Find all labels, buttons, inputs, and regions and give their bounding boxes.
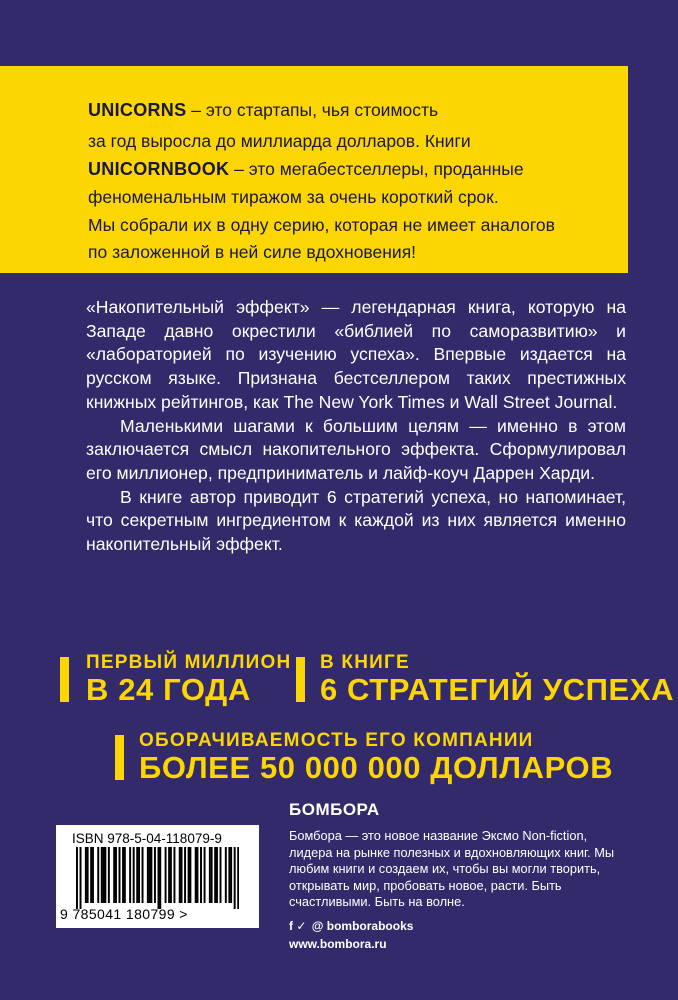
barcode-bar <box>80 847 82 909</box>
barcode-bar <box>90 847 92 903</box>
barcode-bar <box>195 847 197 903</box>
stat-bar-3 <box>115 735 124 780</box>
barcode-bar <box>76 847 78 909</box>
barcode-bar <box>92 847 94 903</box>
barcode-bar <box>149 847 151 903</box>
barcode-bar <box>115 847 117 903</box>
brand-unicorns: UNICORNS <box>88 100 187 120</box>
barcode-bar <box>129 847 131 903</box>
barcode-bar <box>87 847 89 903</box>
description-paragraph-1: «Накопительный эффект» — легендарная книга, которую на Западе давно окрестили «библией по саморазвитию» и «лабораторией по изучению успеха». Впервые издается на русском языке. Признана бестселлером таких престижных книжных рейтингов, как The New York Times и Wall Street Journal. <box>86 297 626 412</box>
barcode-bar <box>133 847 135 903</box>
barcode-bar <box>200 847 202 903</box>
barcode-bar <box>124 847 126 903</box>
barcode-bar <box>179 847 181 903</box>
description-paragraph-2: Маленькими шагами к большим целям — именно в этом заключается смысл накопительного эффекта. Сформулировал его миллионер, предприниматель и лайф-коуч Даррен Харди. <box>86 415 626 483</box>
stat-first-million-value: В 24 ГОДА <box>86 672 251 707</box>
isbn-label: ISBN 978-5-04-118079-9 <box>72 831 222 846</box>
barcode-bar <box>122 847 124 903</box>
stat-bar-1 <box>60 657 69 702</box>
barcode-bar <box>211 847 213 903</box>
promo-line-5: Мы собрали их в одну серию, которая не имеет аналогов <box>88 215 555 235</box>
isbn-barcode <box>56 825 259 928</box>
barcode-bar <box>234 847 236 909</box>
barcode-bar <box>113 847 115 903</box>
barcode-bar <box>85 847 87 903</box>
barcode-bar <box>159 847 161 909</box>
barcode-bar <box>189 847 191 903</box>
brand-unicornbook: UNICORNBOOK <box>88 159 230 179</box>
barcode-bar <box>108 847 110 903</box>
book-description <box>86 296 626 557</box>
barcode-bar <box>173 847 175 903</box>
barcode-bar <box>168 847 170 903</box>
barcode-bar <box>170 847 172 903</box>
barcode-bar <box>119 847 121 903</box>
stat-strategies-value: 6 СТРАТЕГИЙ УСПЕХА <box>320 672 675 707</box>
stat-turnover <box>139 730 613 784</box>
barcode-bar <box>158 847 160 909</box>
social-links <box>289 919 413 933</box>
barcode-bar <box>225 847 227 903</box>
barcode-bar <box>209 847 211 903</box>
promo-line-6: по заложенной в ней силе вдохновения! <box>88 242 417 262</box>
publisher-website: www.bombora.ru <box>289 937 387 951</box>
stat-turnover-label: ОБОРАЧИВАЕМОСТЬ ЕГО КОМПАНИИ <box>139 730 534 751</box>
barcode-bar <box>97 847 99 903</box>
barcode-bar <box>181 847 183 903</box>
promo-line-3: UNICORNBOOK – это мегабестселлеры, проданные <box>88 159 524 179</box>
promo-line-1: UNICORNS – это стартапы, чья стоимость <box>88 100 439 120</box>
barcode-bar <box>196 847 198 903</box>
barcode-bar <box>142 847 144 903</box>
barcode-bar <box>147 847 149 903</box>
description-paragraph-3: В книге автор приводит 6 стратегий успеха, но напоминает, что секретным ингредиентом к каждой из них является именно накопительный эффект. <box>86 486 626 555</box>
isbn-digits: 9 785041 180799 > <box>60 906 188 922</box>
barcode-bar <box>150 847 152 903</box>
barcode-bar <box>136 847 138 903</box>
barcode-bar <box>204 847 206 903</box>
barcode-bar <box>103 847 105 903</box>
barcode-bar <box>138 847 140 903</box>
barcode-bar <box>165 847 167 903</box>
barcode-bar <box>214 847 216 903</box>
barcode-bar <box>216 847 218 903</box>
stat-strategies <box>320 652 674 706</box>
publisher-logo: БОМБОРА <box>289 800 380 819</box>
stat-first-million-label: ПЕРВЫЙ МИЛЛИОН <box>86 652 292 673</box>
barcode-bar <box>101 847 103 903</box>
barcode-bar <box>220 847 222 903</box>
barcode-bar <box>104 847 106 903</box>
stat-first-million <box>86 652 291 706</box>
stat-bar-2 <box>296 657 305 702</box>
series-promo-box <box>0 66 628 273</box>
stat-strategies-label: В КНИГЕ <box>320 652 410 673</box>
barcode-bar <box>230 847 232 903</box>
barcode-bar <box>184 847 186 903</box>
barcode-bar <box>237 847 239 909</box>
social-icons: f ✓ <box>289 919 307 933</box>
barcode-bar <box>228 847 230 903</box>
stat-turnover-value: БОЛЕЕ 50 000 000 ДОЛЛАРОВ <box>139 750 614 785</box>
promo-line-2: за год выросла до миллиарда долларов. Книги <box>88 131 471 151</box>
barcode-bar <box>188 847 190 903</box>
publisher-description: Бомбора — это новое название Эксмо Non-fiction, лидера на рынке полезных и вдохновляющих книг. Мы любим книги и создаем их, чтобы вы могли творить, открывать мир, пробовать новое, расти. Быть счастливыми. Быть на волне. <box>289 828 615 909</box>
barcode-bar <box>154 847 156 903</box>
barcode-bars <box>76 847 239 909</box>
social-handle: @ bomborabooks <box>311 919 414 933</box>
promo-line-4: феноменальным тиражом за очень короткий срок. <box>88 187 499 207</box>
